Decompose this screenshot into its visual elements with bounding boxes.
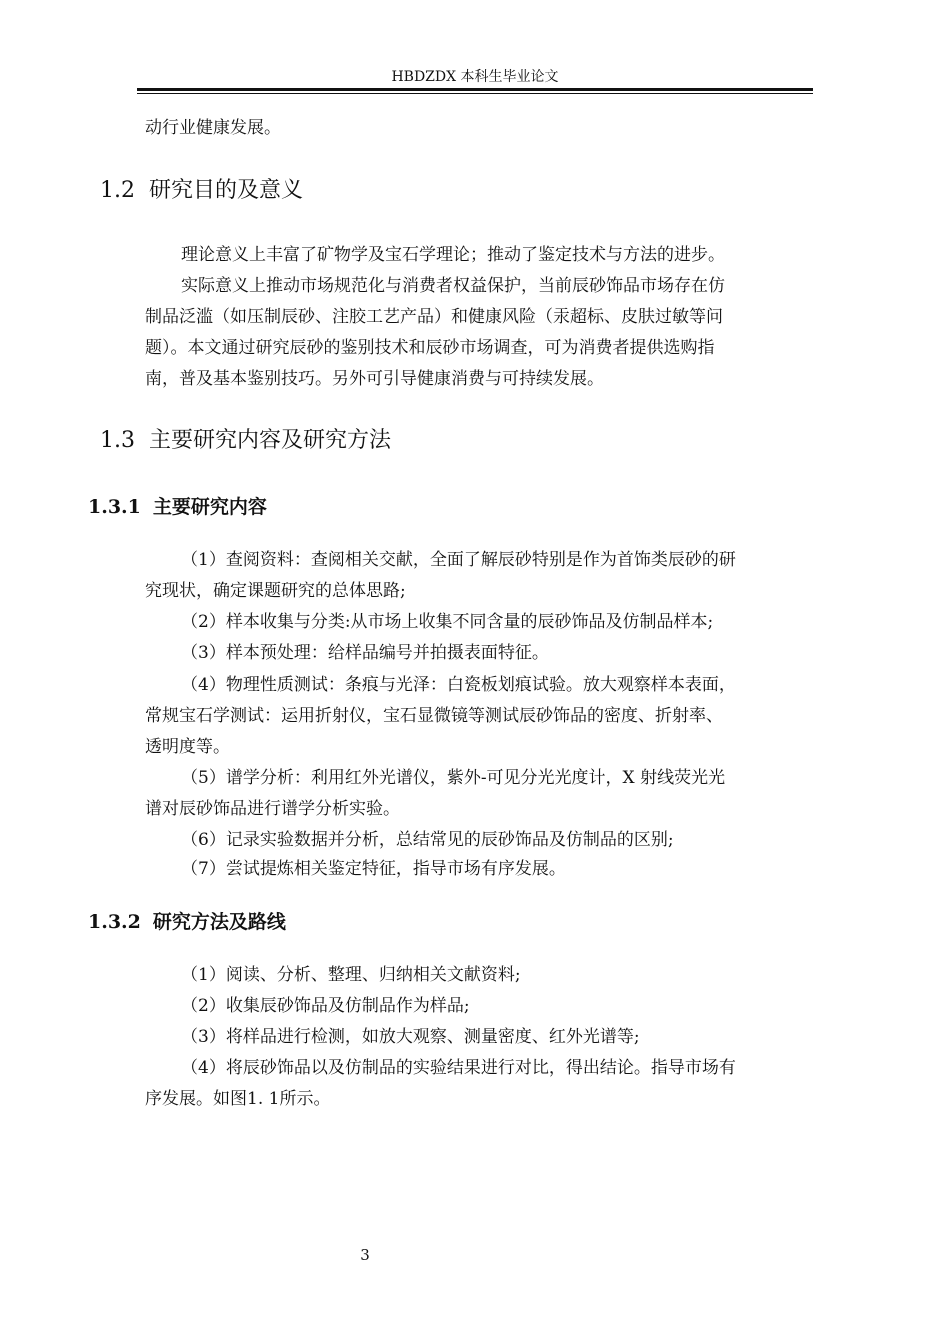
section-number: 1.2 [100,178,135,203]
running-header: HBDZDX 本科生毕业论文 [391,69,559,85]
list-item-continuation: 透明度等。 [145,737,230,757]
section-title: 研究目的及意义 [149,178,304,203]
section-heading-1-3 [100,426,391,456]
text-line: 理论意义上丰富了矿物学及宝石学理论；推动了鉴定技术与方法的进步。 [181,245,725,265]
section-heading-1-2 [100,176,303,206]
text-line: 制品泛滥（如压制辰砂、注胶工艺产品）和健康风险（汞超标、皮肤过敏等问 [145,307,723,327]
list-item: （3）将样品进行检测，如放大观察、测量密度、红外光谱等; [181,1027,640,1047]
subsection-heading-1-3-2 [88,909,286,935]
list-item: （4）物理性质测试：条痕与光泽：白瓷板划痕试验。放大观察样本表面， [181,675,736,695]
list-item: （3）样本预处理：给样品编号并拍摄表面特征。 [181,643,549,663]
section-number: 1.3 [100,428,135,453]
list-item: （1）阅读、分析、整理、归纳相关文献资料; [181,965,521,985]
list-item-continuation: 究现状，确定课题研究的总体思路; [145,581,406,601]
list-item: （1）查阅资料：查阅相关交献，全面了解辰砂特别是作为首饰类辰砂的研 [181,550,736,570]
list-item-continuation: 谱对辰砂饰品进行谱学分析实验。 [145,799,400,819]
page-number: 3 [360,1246,370,1264]
section-title: 主要研究内容及研究方法 [149,428,392,453]
header-rule-thick [137,88,813,91]
subsection-title: 研究方法及路线 [152,911,286,933]
subsection-heading-1-3-1 [88,494,267,520]
paragraph-continuation: 动行业健康发展。 [145,118,281,138]
list-item: （6）记录实验数据并分析，总结常见的辰砂饰品及仿制品的区别; [181,830,674,850]
list-item-continuation: 常规宝石学测试：运用折射仪，宝石显微镜等测试辰砂饰品的密度、折射率、 [145,706,723,726]
list-item: （2）收集辰砂饰品及仿制品作为样品; [181,996,470,1016]
list-item-continuation: 序发展。如图1. 1所示。 [145,1089,331,1109]
text-line: 题）。本文通过研究辰砂的鉴别技术和辰砂市场调查，可为消费者提供选购指 [145,338,715,358]
subsection-title: 主要研究内容 [152,496,267,518]
list-item: （2）样本收集与分类:从市场上收集不同含量的辰砂饰品及仿制品样本; [181,612,714,632]
header-rule-thin [137,93,813,94]
subsection-number: 1.3.2 [88,911,141,933]
text-line: 实际意义上推动市场规范化与消费者权益保护，当前辰砂饰品市场存在仿 [181,276,725,296]
list-item: （7）尝试提炼相关鉴定特征，指导市场有序发展。 [181,859,566,879]
text-line: 南，普及基本鉴别技巧。另外可引导健康消费与可持续发展。 [145,369,604,389]
subsection-number: 1.3.1 [88,496,141,518]
list-item: （5）谱学分析：利用红外光谱仪，紫外-可见分光光度计，X 射线荧光光 [181,768,726,788]
list-item: （4）将辰砂饰品以及仿制品的实验结果进行对比，得出结论。指导市场有 [181,1058,736,1078]
